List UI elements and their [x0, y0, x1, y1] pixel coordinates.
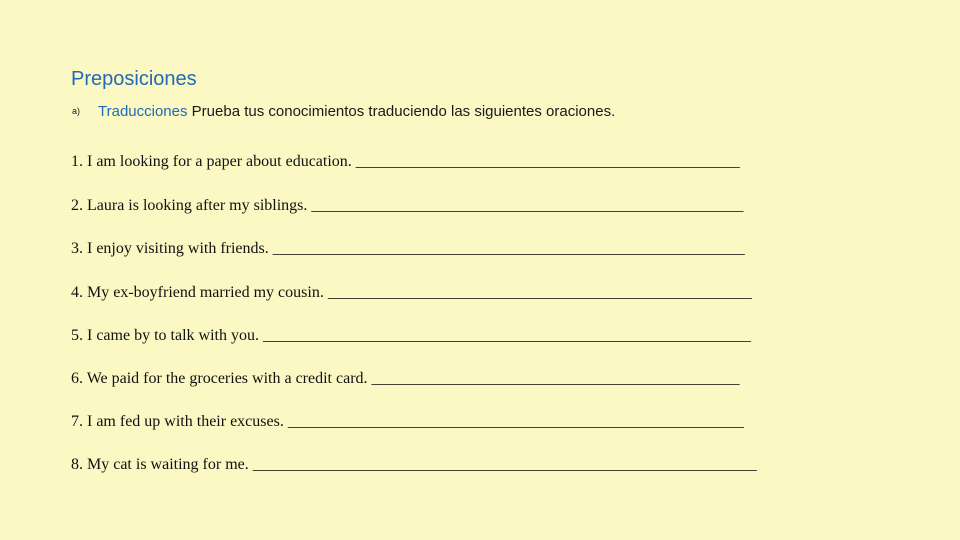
- exercise-sentence-7: 7. I am fed up with their excuses. _________________________________________________________: [71, 413, 744, 430]
- exercise-sentence-2: 2. Laura is looking after my siblings. ______________________________________________________: [71, 197, 744, 214]
- exercise-sentence-3: 3. I enjoy visiting with friends. ___________________________________________________________: [71, 240, 745, 257]
- exercise-sentence-1: 1. I am looking for a paper about education. ________________________________________________: [71, 153, 740, 170]
- instruction-heading: Traducciones: [98, 103, 188, 120]
- exercise-sentence-8: 8. My cat is waiting for me. _______________________________________________________________: [71, 456, 757, 473]
- instruction-line: [72, 103, 615, 120]
- exercise-sentence-4: 4. My ex-boyfriend married my cousin. _____________________________________________________: [71, 284, 752, 301]
- list-marker: a): [72, 106, 81, 116]
- exercise-sentence-5: 5. I came by to talk with you. _____________________________________________________________: [71, 327, 751, 344]
- instruction-text: Prueba tus conocimientos traduciendo las siguientes oraciones.: [187, 103, 616, 120]
- page-title: Preposiciones: [71, 68, 197, 90]
- exercise-sentence-6: 6. We paid for the groceries with a credit card. ______________________________________________: [71, 370, 740, 387]
